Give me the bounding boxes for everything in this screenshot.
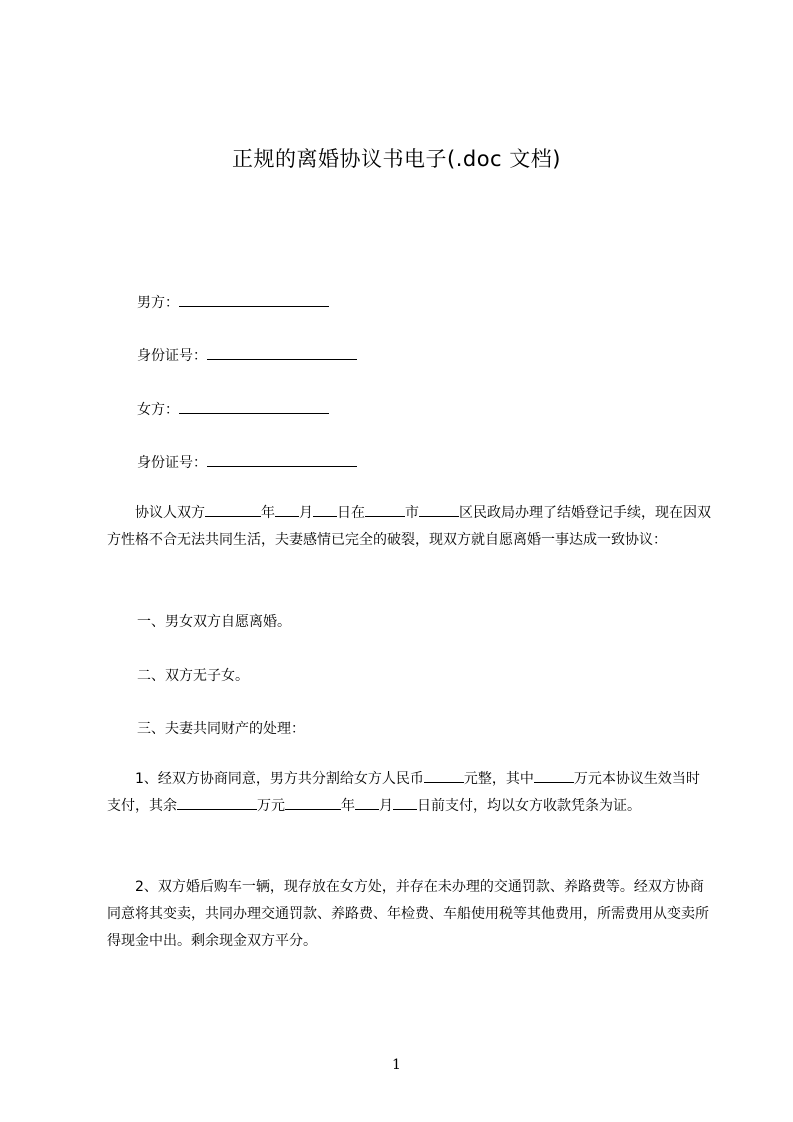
- female-id-blank: [207, 452, 357, 467]
- female-label: 女方：: [137, 402, 179, 418]
- property1-text-6: 月: [379, 798, 393, 814]
- property-clause-2: 2、双方婚后购车一辆，现存放在女方处，并存在未办理的交通罚款、养路费等。经双方协商同意将其变卖，共同办理交通罚款、养路费、年检费、车船使用税等其他费用，所需费用从变卖所得现金中出。剩余现金双方平分。: [107, 879, 709, 949]
- property1-text-1: 1、经双方协商同意，男方共分割给女方人民币: [135, 771, 424, 787]
- female-id-label: 身份证号：: [137, 455, 207, 471]
- male-label: 男方：: [137, 295, 179, 311]
- male-field: [137, 292, 329, 312]
- intro-text-1: 协议人双方: [135, 505, 205, 521]
- page-number: 1: [392, 1057, 401, 1073]
- female-id-field: [137, 452, 357, 472]
- clause-3: 三、夫妻共同财产的处理：: [137, 721, 305, 737]
- intro-year: 年: [261, 505, 275, 521]
- intro-day-at: 日在: [337, 505, 365, 521]
- property1-blank-month: [355, 794, 379, 810]
- property1-blank-day: [393, 794, 417, 810]
- intro-paragraph: [107, 500, 713, 554]
- property1-text-5: 年: [341, 798, 355, 814]
- male-blank: [179, 292, 329, 307]
- clause-2: 二、双方无子女。: [137, 668, 249, 684]
- property1-blank-year: [285, 794, 341, 810]
- property1-blank-amount: [424, 767, 464, 783]
- female-blank: [179, 399, 329, 414]
- property-clause-1: [107, 766, 713, 820]
- property1-text-3: 万元本协议生效当时支付，其余: [107, 771, 700, 814]
- property1-text-4: 万元: [257, 798, 285, 814]
- female-field: [137, 399, 329, 419]
- clause-1: 一、男女双方自愿离婚。: [137, 614, 291, 630]
- document-title: 正规的离婚协议书电子(.doc 文档): [232, 147, 561, 171]
- intro-blank-month: [275, 501, 299, 517]
- intro-city: 市: [405, 505, 419, 521]
- intro-blank-district: [419, 501, 459, 517]
- intro-blank-city: [365, 501, 405, 517]
- male-id-blank: [207, 345, 357, 360]
- intro-blank-day: [313, 501, 337, 517]
- property1-text-2: 元整，其中: [463, 771, 534, 787]
- male-id-field: [137, 345, 357, 365]
- intro-blank-year: [205, 501, 261, 517]
- intro-month: 月: [299, 505, 313, 521]
- male-id-label: 身份证号：: [137, 348, 207, 364]
- property1-text-7: 日前支付，均以女方收款凭条为证。: [417, 798, 641, 814]
- intro-text-2: 区民政局办理了结婚登记手续，现在因双方性格不合无法共同生活，夫妻感情已完全的破裂，现双方就自愿离婚一事达成一致协议：: [107, 505, 711, 548]
- property1-blank-rest: [177, 794, 257, 810]
- property1-blank-first: [534, 767, 574, 783]
